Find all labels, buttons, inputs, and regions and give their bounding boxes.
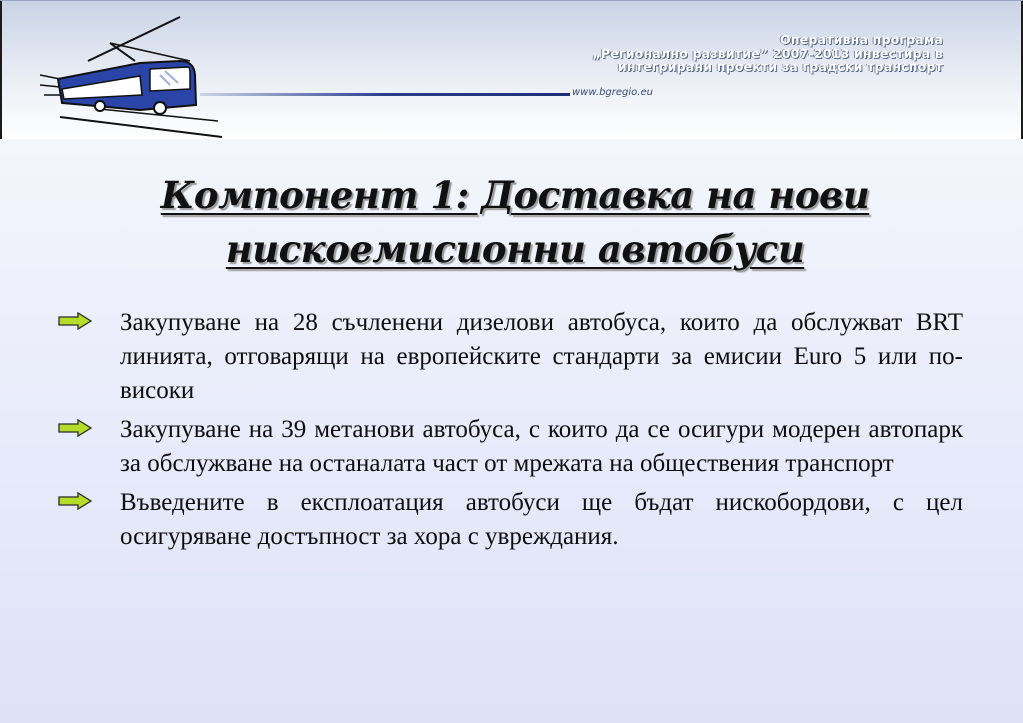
tram-logo-icon bbox=[40, 13, 230, 138]
bullet-list bbox=[58, 306, 963, 559]
list-item bbox=[58, 306, 963, 408]
header-banner bbox=[0, 0, 1023, 139]
program-line-3: интегрирани проекти за градски транспорт bbox=[617, 59, 943, 74]
arrow-right-icon bbox=[58, 306, 120, 334]
program-description bbox=[593, 33, 943, 74]
bullet-text: Закупуване на 28 съчленени дизелови автобуса, които да обслужват BRT линията, отговарящи на европейските стандарти за емисии Euro 5 или по-високи bbox=[120, 309, 963, 404]
slide-title-line-1: Компонент 1: Доставка на нови bbox=[160, 173, 870, 217]
program-line-1: Оперативна програма bbox=[780, 32, 943, 47]
bullet-text: Закупуване на 39 метанови автобуса, с които да се осигури модерен автопарк за обслужване на останалата част от мрежата на обществения транспорт bbox=[120, 416, 963, 477]
program-line-2: „Регионално развитие” 2007-2013 инвестира в bbox=[592, 45, 943, 61]
arrow-right-icon bbox=[58, 486, 120, 514]
banner-border-left bbox=[0, 1, 2, 139]
url-divider-line bbox=[200, 93, 570, 96]
slide-title bbox=[150, 168, 880, 276]
list-item bbox=[58, 486, 963, 554]
website-url[interactable]: www.bgregio.eu bbox=[572, 87, 653, 98]
arrow-right-icon bbox=[58, 413, 120, 441]
bullet-text: Въведените в експлоатация автобуси ще бъдат нискобордови, с цел осигуряване достъпност за хора с увреждания. bbox=[120, 489, 963, 550]
slide-title-line-2: нискоемисионни автобуси bbox=[225, 227, 805, 271]
list-item bbox=[58, 413, 963, 481]
